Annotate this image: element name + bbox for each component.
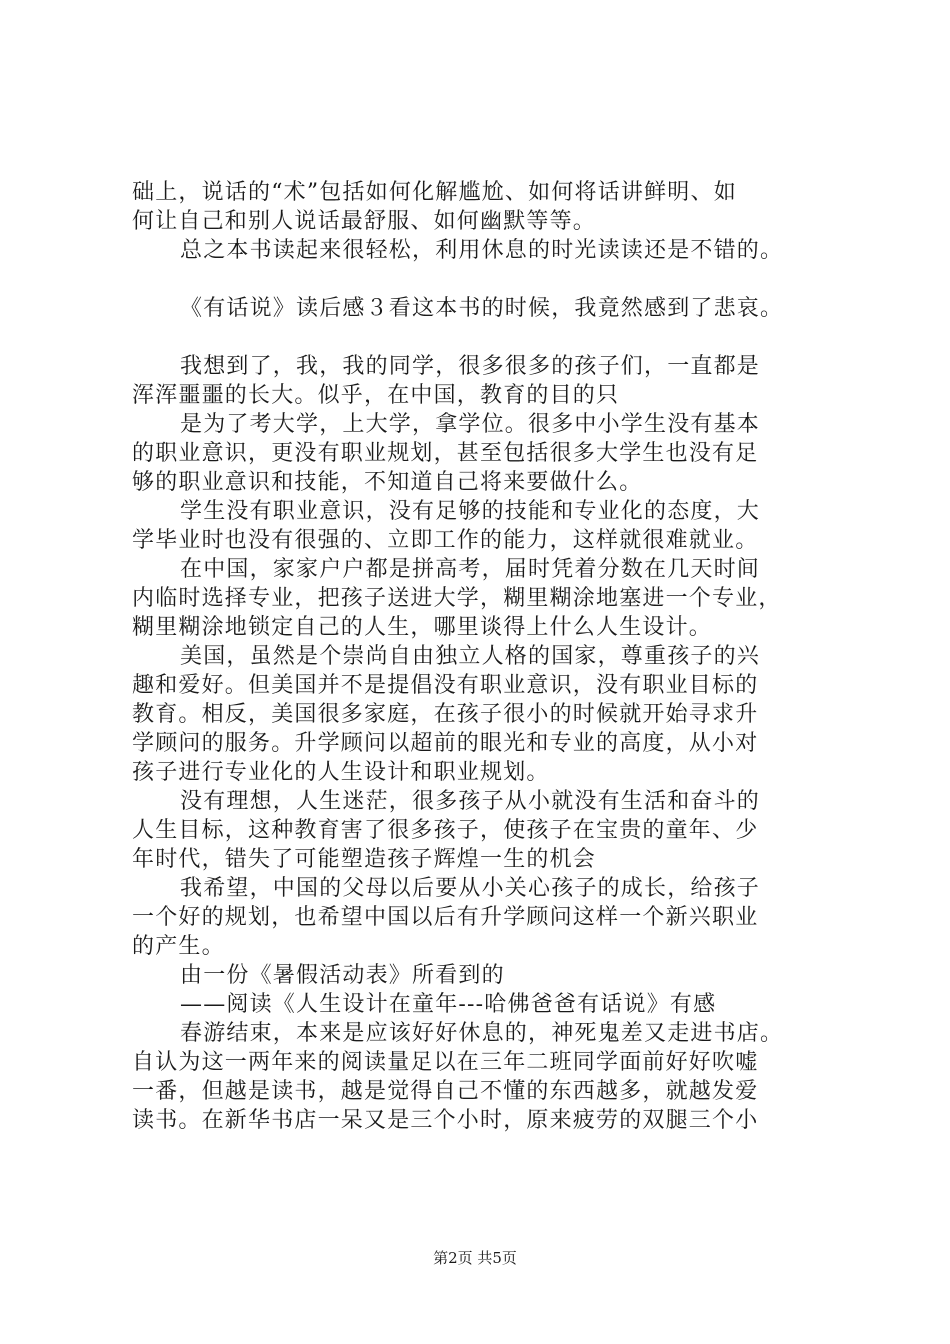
text-line: 在中国，家家户户都是拼高考，届时凭着分数在几天时间: [180, 557, 761, 582]
text-line: 学顾问的服务。升学顾问以超前的眼光和专业的高度，从小对: [132, 731, 759, 756]
body-text: [132, 178, 842, 1135]
text-line: 我希望，中国的父母以后要从小关心孩子的成长，给孩子: [180, 876, 761, 901]
article-subtitle: ——阅读《人生设计在童年---哈佛爸爸有话说》有感: [180, 992, 717, 1017]
text-line: 内临时选择专业，把孩子送进大学，糊里糊涂地塞进一个专业，: [132, 586, 782, 611]
page-number: 第2页 共5页: [433, 1249, 517, 1267]
text-line: 人生目标，这种教育害了很多孩子，使孩子在宝贵的童年、少: [132, 818, 759, 843]
text-line: 的职业意识，更没有职业规划，甚至包括很多大学生也没有足: [132, 441, 759, 466]
text-line: 学生没有职业意识，没有足够的技能和专业化的态度，大: [180, 499, 761, 524]
text-line: 够的职业意识和技能，不知道自己将来要做什么。: [132, 470, 643, 495]
text-line: 教育。相反，美国很多家庭，在孩子很小的时候就开始寻求升: [132, 702, 759, 727]
article-title: 由一份《暑假活动表》所看到的: [180, 963, 505, 988]
text-line: 读书。在新华书店一呆又是三个小时，原来疲劳的双腿三个小: [132, 1108, 759, 1133]
text-line: 春游结束，本来是应该好好休息的，神死鬼差又走进书店。: [180, 1021, 784, 1046]
text-line: 自认为这一两年来的阅读量足以在三年二班同学面前好好吹嘘: [132, 1050, 759, 1075]
text-line: 础上，说话的“术”包括如何化解尴尬、如何将话讲鲜明、如: [132, 180, 737, 205]
paragraph-gap: [132, 265, 842, 294]
text-line: 学毕业时也没有很强的、立即工作的能力，这样就很难就业。: [132, 528, 759, 553]
text-line: 浑浑噩噩的长大。似乎，在中国，教育的目的只: [132, 383, 620, 408]
text-line: 一个好的规划，也希望中国以后有升学顾问这样一个新兴职业: [132, 905, 759, 930]
text-line: 一番，但越是读书，越是觉得自己不懂的东西越多，就越发爱: [132, 1079, 759, 1104]
text-line: 孩子进行专业化的人生设计和职业规划。: [132, 760, 550, 785]
text-line: 美国，虽然是个崇尚自由独立人格的国家，尊重孩子的兴: [180, 644, 761, 669]
text-line: 没有理想，人生迷茫，很多孩子从小就没有生活和奋斗的: [180, 789, 761, 814]
section-heading: 《有话说》读后感３看这本书的时候，我竟然感到了悲哀。: [180, 296, 784, 321]
text-line: 年时代，错失了可能塑造孩子辉煌一生的机会: [132, 847, 597, 872]
text-line: 总之本书读起来很轻松，利用休息的时光读读还是不错的。: [180, 238, 784, 263]
text-line: 我想到了，我，我的同学，很多很多的孩子们，一直都是: [180, 354, 761, 379]
text-line: 糊里糊涂地锁定自己的人生，哪里谈得上什么人生设计。: [132, 615, 713, 640]
text-line: 是为了考大学，上大学，拿学位。很多中小学生没有基本: [180, 412, 761, 437]
paragraph-gap: [132, 323, 842, 352]
text-line: 何让自己和别人说话最舒服、如何幽默等等。: [132, 209, 597, 234]
text-line: 的产生。: [132, 934, 225, 959]
text-line: 趣和爱好。但美国并不是提倡没有职业意识，没有职业目标的: [132, 673, 759, 698]
